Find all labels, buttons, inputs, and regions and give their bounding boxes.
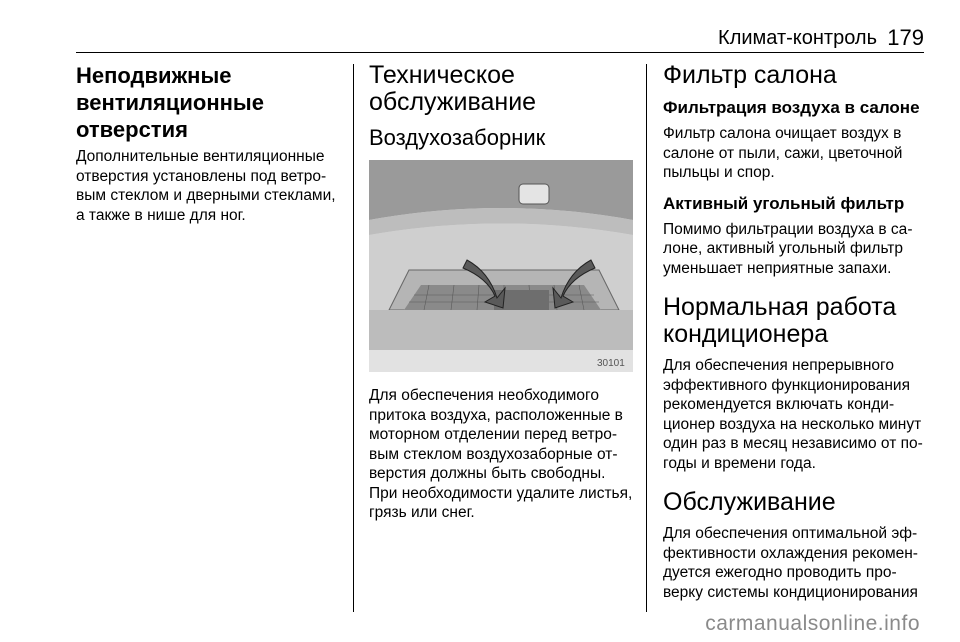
- column-1: [76, 62, 341, 225]
- page-number: 179: [887, 25, 924, 50]
- cabin-filter-title: Фильтр салона: [663, 61, 837, 89]
- air-intake-illustration: [369, 160, 633, 372]
- ac-regular-operation-title: Нормальная работа кондиционера: [663, 293, 897, 348]
- service-text: Для обеспечения оптимальной эффективности охлаждения рекомендуется ежегодно проводить проверку системы кондиционирования: [663, 525, 918, 601]
- fixed-vents-heading: Неподвижные вентиляционные отверстия: [76, 63, 264, 142]
- header-divider: [76, 52, 924, 53]
- air-intake-text: Для обеспечения необходимого притока воздуха, расположенные в моторном отделении перед ветровым стеклом воздухозаборные отверстия должны быть свободны. При необходимости удалите листья, грязь или снег.: [369, 387, 633, 521]
- cabin-air-filtration-text: Фильтр салона очищает воздух в салоне от пыли, сажи, цветочной пыльцы и спор.: [663, 125, 903, 181]
- fixed-vents-text: Дополнительные вентиляционные отверстия установлены под ветровым стеклом и дверными стеклами, а также в нише для ног.: [76, 148, 336, 224]
- ac-regular-operation-text: Для обеспечения непрерывного эффективного функционирования рекомендуется включать кондиционер воздуха на несколько минут один раз в месяц независимо от погоды и времени года.: [663, 357, 923, 472]
- column-divider-2: [646, 64, 647, 612]
- maintenance-title: Техническое обслуживание: [369, 61, 537, 116]
- column-3: [663, 62, 925, 602]
- column-2: [369, 62, 633, 523]
- charcoal-filter-text: Помимо фильтрации воздуха в салоне, активный угольный фильтр уменьшает неприятные запахи.: [663, 220, 913, 277]
- section-title: Климат-контроль: [718, 27, 877, 49]
- charcoal-filter-subheading: Активный угольный фильтр: [663, 193, 905, 213]
- figure-code: 30101: [597, 358, 625, 369]
- cabin-air-filtration-subheading: Фильтрация воздуха в салоне: [663, 98, 920, 117]
- service-title: Обслуживание: [663, 488, 836, 516]
- air-intake-subtitle: Воздухозаборник: [369, 125, 546, 150]
- watermark: carmanualsonline.info: [705, 612, 920, 635]
- column-divider-1: [353, 64, 354, 612]
